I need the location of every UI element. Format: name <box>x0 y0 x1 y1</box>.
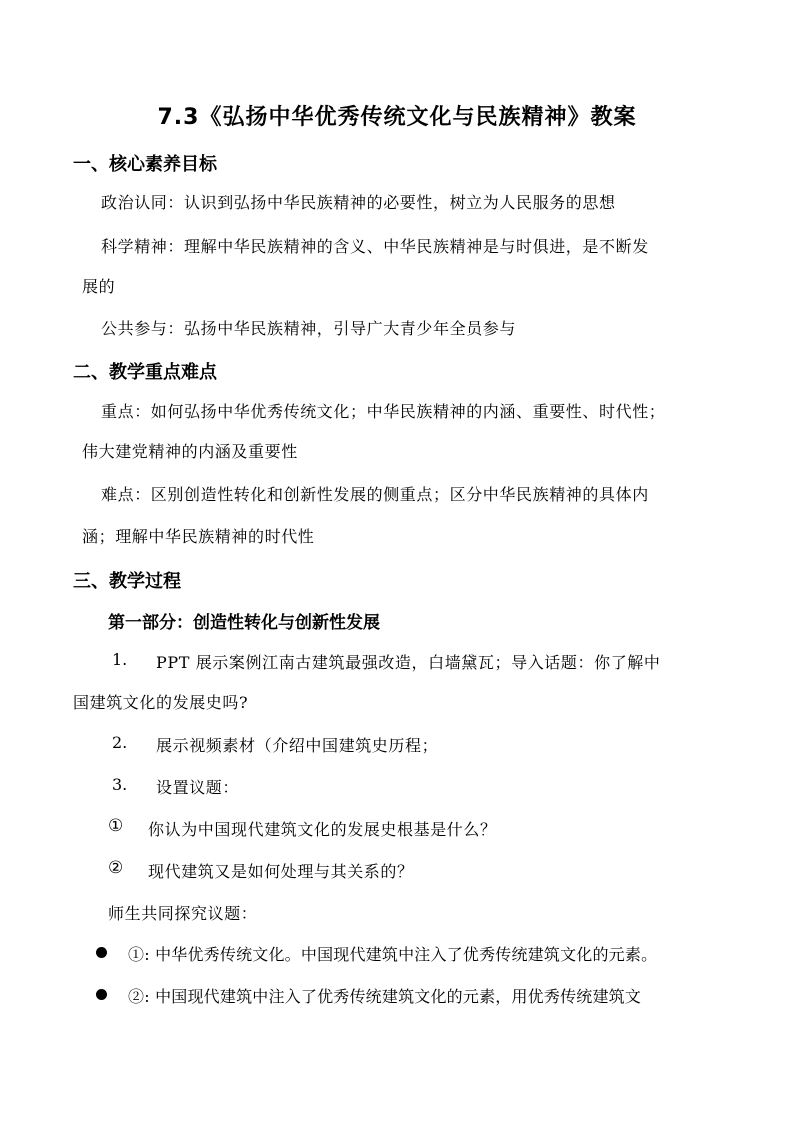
item-1-number: 1. <box>112 650 128 669</box>
item-3-text: 设置议题： <box>156 778 240 797</box>
answer-1-text: ①: 中华优秀传统文化。中国现代建筑中注入了优秀传统建筑文化的元素。 <box>128 945 658 964</box>
goal-science-line2: 展的 <box>82 277 116 296</box>
section-heading-process: 三、教学过程 <box>73 571 181 592</box>
question-2-text: 现代建筑又是如何处理与其关系的？ <box>148 862 414 881</box>
item-2-number: 2. <box>112 733 128 752</box>
discussion-label: 师生共同探究议题： <box>108 904 258 923</box>
item-2-text: 展示视频素材（介绍中国建筑史历程； <box>156 736 439 755</box>
goal-political: 政治认同：认识到弘扬中华民族精神的必要性，树立为人民服务的思想 <box>101 193 616 212</box>
part-one-heading: 第一部分：创造性转化与创新性发展 <box>108 613 380 633</box>
answer-2-text: ②: 中国现代建筑中注入了优秀传统建筑文化的元素，用优秀传统建筑文 <box>128 987 642 1006</box>
difficulty-line1: 难点：区别创造性转化和创新性发展的侧重点；区分中华民族精神的具体内 <box>101 485 649 504</box>
bullet-dot-icon <box>96 947 107 958</box>
goal-science-line1: 科学精神：理解中华民族精神的含义、中华民族精神是与时俱进，是不断发 <box>101 237 649 256</box>
section-heading-goals: 一、核心素养目标 <box>73 154 217 175</box>
question-1-text: 你认为中国现代建筑文化的发展史根基是什么？ <box>148 820 497 839</box>
key-point-line1: 重点：如何弘扬中华优秀传统文化；中华民族精神的内涵、重要性、时代性； <box>101 402 666 421</box>
item-1-line1: PPT 展示案例江南古建筑最强改造，白墙黛瓦；导入话题：你了解中 <box>156 653 661 672</box>
section-heading-key-points: 二、教学重点难点 <box>73 362 217 383</box>
document-title: 7.3《弘扬中华优秀传统文化与民族精神》教案 <box>157 105 637 130</box>
bullet-dot-icon <box>96 989 107 1000</box>
item-1-line2: 国建筑文化的发展史吗? <box>73 693 249 712</box>
key-point-line2: 伟大建党精神的内涵及重要性 <box>82 442 298 461</box>
question-2-marker: ② <box>108 858 124 878</box>
goal-public: 公共参与：弘扬中华民族精神，引导广大青少年全员参与 <box>101 319 517 338</box>
item-3-number: 3. <box>112 775 128 794</box>
difficulty-line2: 涵；理解中华民族精神的时代性 <box>82 527 315 546</box>
question-1-marker: ① <box>108 816 124 836</box>
